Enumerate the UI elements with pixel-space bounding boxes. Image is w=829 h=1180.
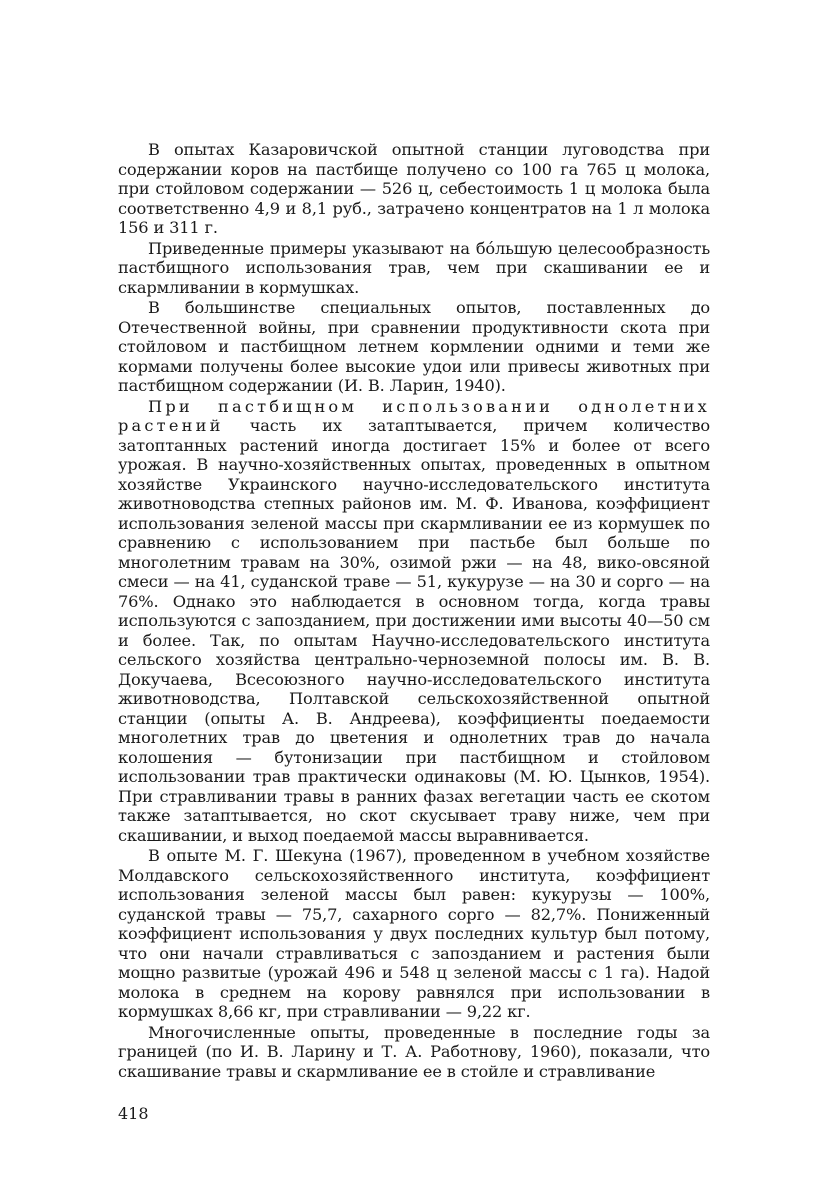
paragraph-5: В опыте М. Г. Шекуна (1967), проведенном в учебном хозяйстве Молдавского сельскохозяйственного института, коэффициент использования зеленой массы был равен: кукурузы — 100%, суданской травы — 75,7, сахарного сорго — 82,7%. Пониженный коэффициент использования у двух последних культур был потому, что они начали стравливаться с запозданием и растения были мощно развитые (урожай 496 и 548 ц зеленой массы с 1 га). Надой молока в среднем на корову равнялся при использовании в кормушках 8,66 кг, при стравливании — 9,22 кг. [118,846,710,1021]
spaced-emphasis: При пастбищном использовании однолетних растений [118,396,710,435]
paragraph-2: Приведенные примеры указывают на бóльшую целесообразность пастбищного использования трав, чем при скашивании ее и скармливании в кормушках. [118,238,710,297]
paragraph-4-body: В научно-хозяйственных опытах, проведенных в опытном хозяйстве Украинского научно-исследовательского института животноводства степных районов им. М. Ф. Иванова, коэффициент использования зеленой массы при скармливании ее из кормушек по сравнению с использованием при пастьбе был больше по многолетним травам на 30%, озимой ржи — на 48, вико-овсяной смеси — на 41, суданской траве — 51, кукурузе — на 30 и сорго — на 76%. Однако это наблюдается в основном тогда, когда травы используются с запозданием, при достижении ими высоты 40—50 см и более. Так, по опытам Научно-исследовательского института сельского хозяйства центрально-черноземной полосы им. В. В. Докучаева, Всесоюзного научно-исследовательского института животноводства, Полтавской сельскохозяйственной опытной станции (опыты А. В. Андреева), коэффициенты поедаемости многолетних трав до цветения и однолетних трав до начала колошения — бутонизации при пастбищном и стойловом использовании трав практически одинаковы (М. Ю. Цынков, 1954). При стравливании травы в ранних фазах вегетации часть ее скотом также затаптывается, но скот скусывает траву ниже, чем при скашивании, и выход поедаемой массы выравнивается. [118,455,710,845]
page-body [118,140,710,1081]
paragraph-4 [118,397,710,846]
paragraph-1: В опытах Казаровичской опытной станции луговодства при содержании коров на пастбище получено со 100 га 765 ц молока, при стойловом содержании — 526 ц, себестоимость 1 ц молока была соответственно 4,9 и 8,1 руб., затрачено концентратов на 1 л молока 156 и 311 г. [118,140,710,237]
paragraph-4-lead: часть их затаптывается, причем количество затоптанных растений иногда достигает 15% и более от всего урожая. [118,416,710,474]
page-number: 418 [118,1104,149,1123]
paragraph-6: Многочисленные опыты, проведенные в последние годы за границей (по И. В. Ларину и Т. А. Работнову, 1960), показали, что скашивание травы и скармливание ее в стойле и стравливание [118,1022,710,1081]
paragraph-3: В большинстве специальных опытов, поставленных до Отечественной войны, при сравнении продуктивности скота при стойловом и пастбищном летнем кормлении одними и теми же кормами получены более высокие удои или привесы животных при пастбищном содержании (И. В. Ларин, 1940). [118,298,710,395]
